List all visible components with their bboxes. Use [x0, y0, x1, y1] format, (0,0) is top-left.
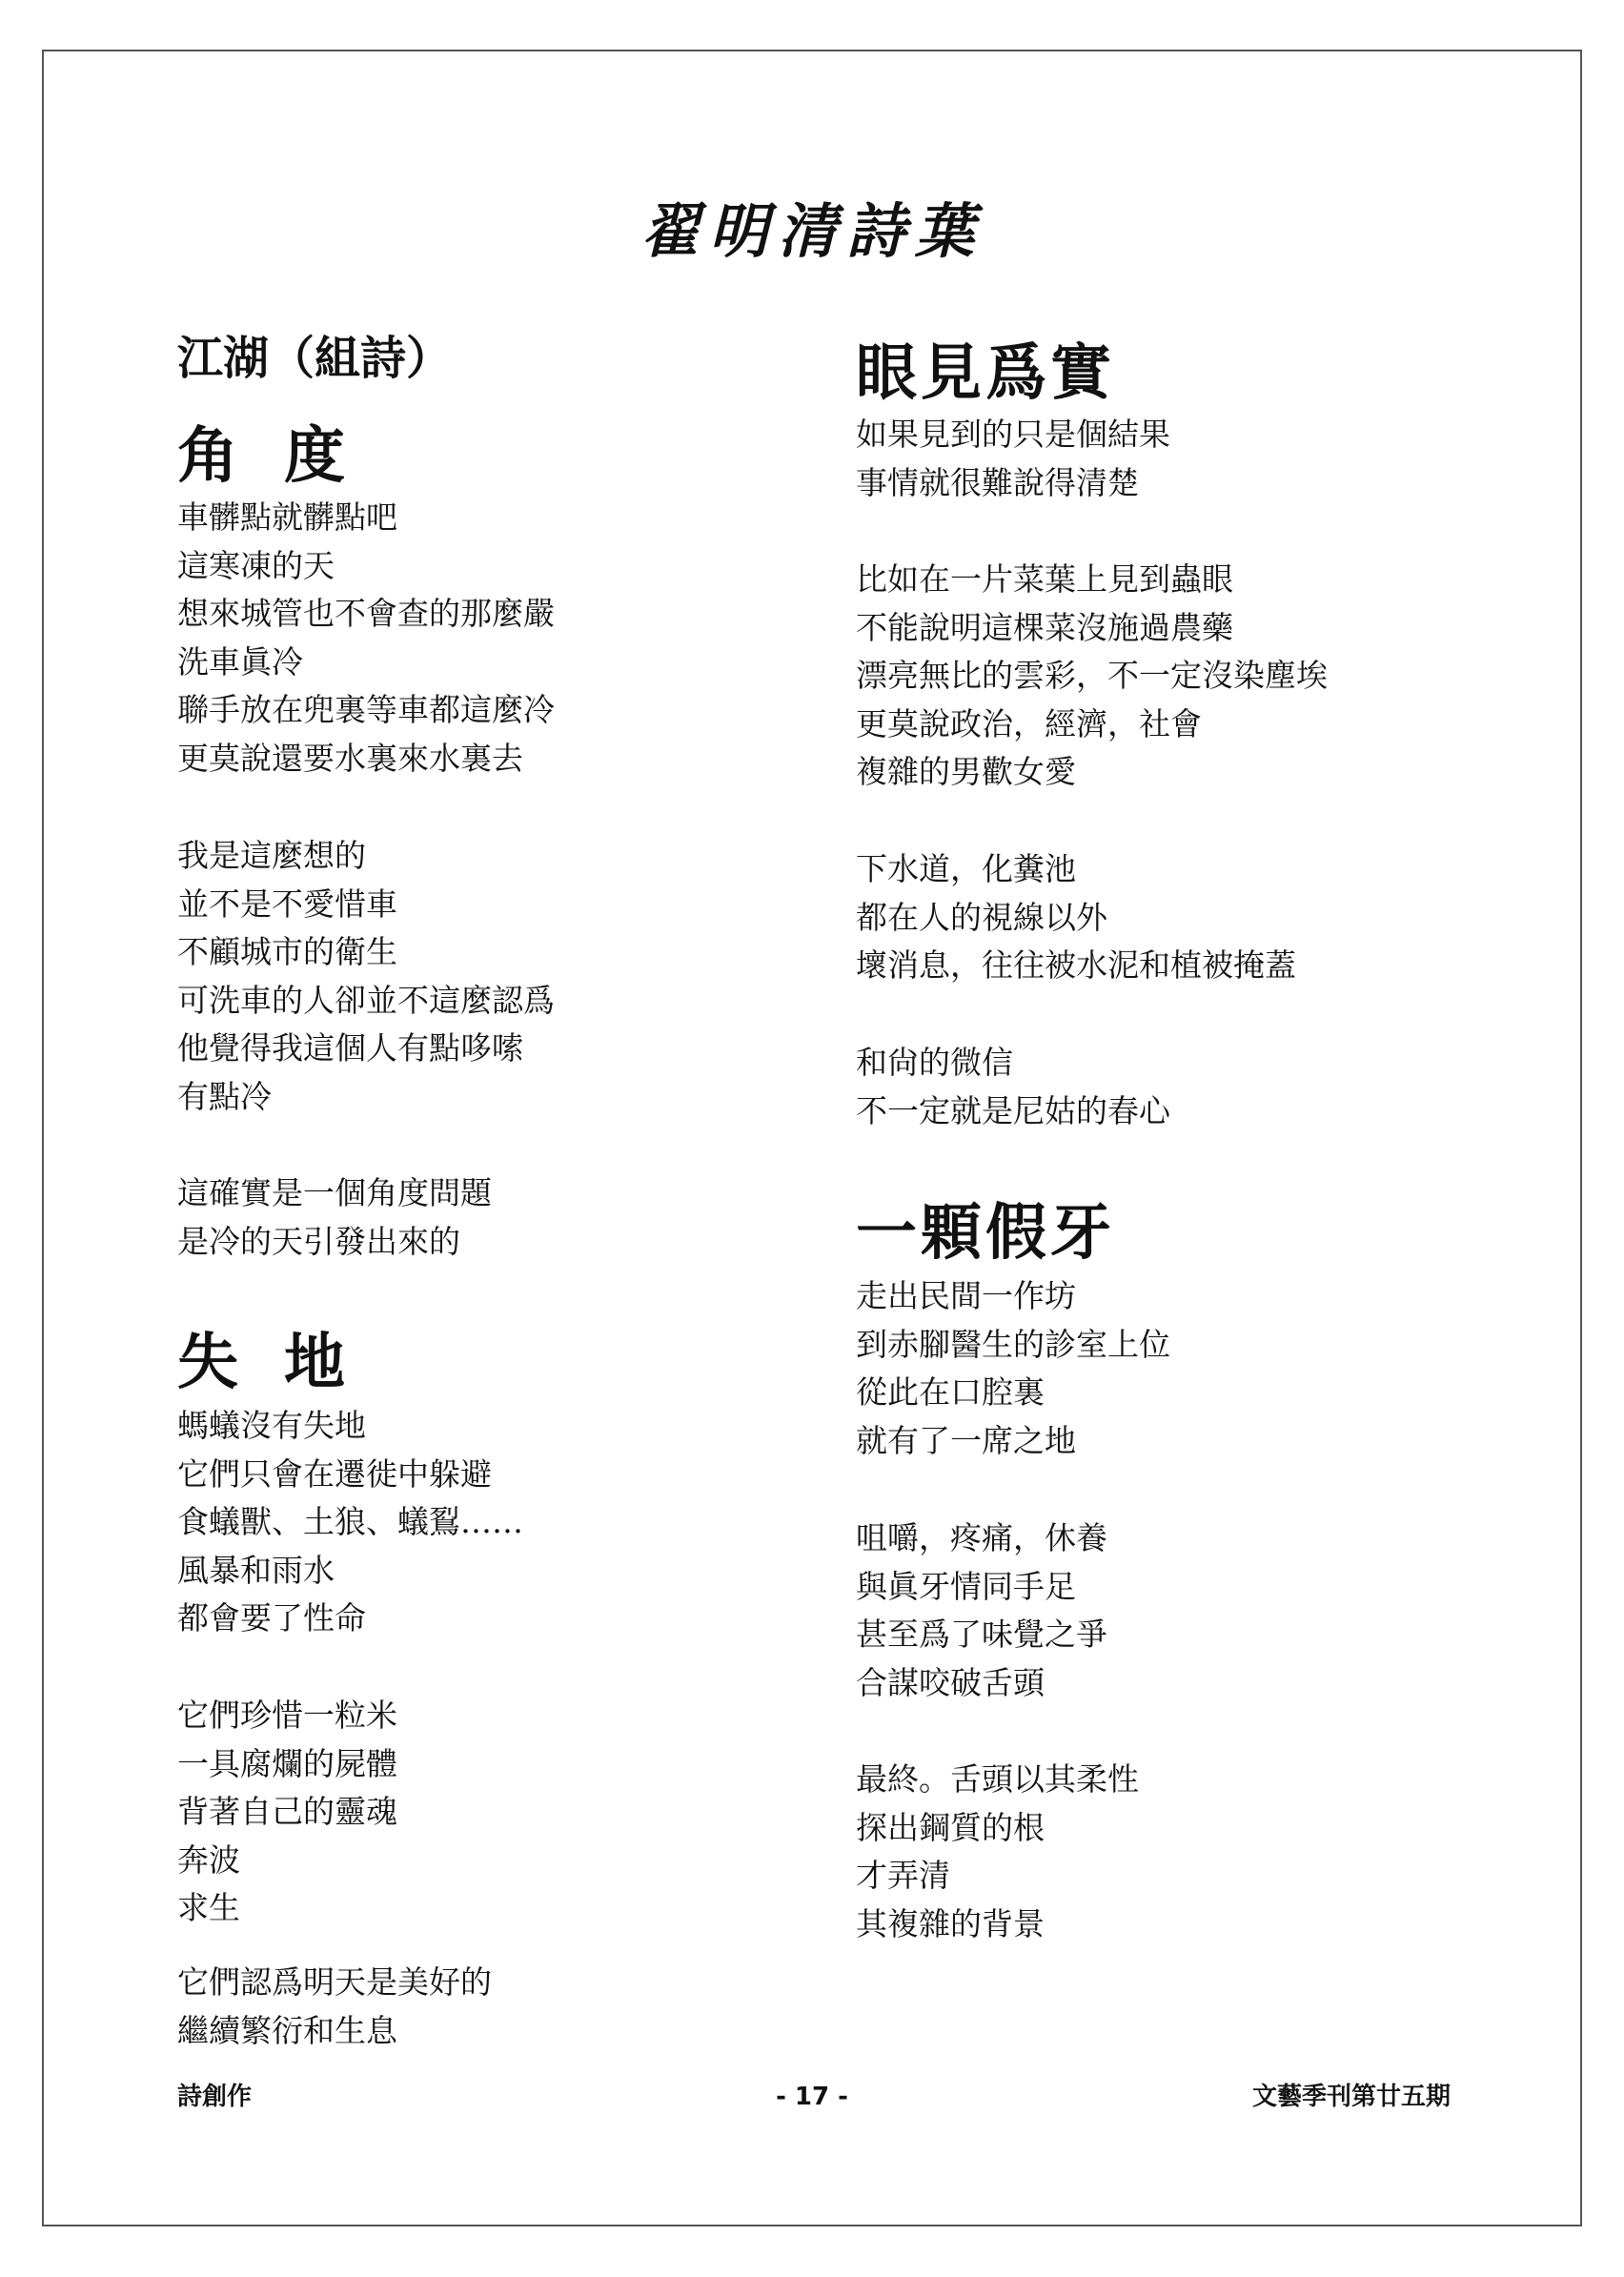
poem-line: 可洗車的人卻並不這麼認爲	[177, 981, 555, 1019]
poem-line: 才弄清	[856, 1857, 950, 1894]
poem-line: 車髒點就髒點吧	[177, 498, 397, 536]
poem-title-yikejiaya: 一顆假牙	[856, 1197, 1115, 1269]
poem-stanza	[177, 1402, 523, 1643]
poem-stanza	[177, 832, 555, 1121]
poem-line: 甚至爲了味覺之爭	[856, 1616, 1107, 1653]
poem-line: 這寒凍的天	[177, 546, 335, 584]
poem-line: 奔波	[177, 1840, 240, 1879]
poem-line: 它們只會在遷徙中躲避	[177, 1454, 492, 1493]
poem-line: 探出鋼質的根	[856, 1808, 1045, 1846]
poem-line: 複雜的男歡女愛	[856, 753, 1076, 790]
poem-stanza	[856, 1272, 1170, 1465]
poem-line: 咀嚼，疼痛，休養	[856, 1519, 1107, 1556]
poem-line: 更莫說還要水裏來水裏去	[177, 739, 523, 777]
poem-stanza	[856, 1039, 1170, 1135]
poem-line: 它們認爲明天是美好的	[177, 1963, 492, 2001]
poem-line: 它們珍惜一粒米	[177, 1697, 397, 1734]
poem-title-jiaodu: 角度	[177, 420, 391, 492]
poem-stanza	[177, 1959, 492, 2055]
poem-line: 不一定就是尼姑的春心	[856, 1091, 1170, 1129]
poem-line: 有點冷	[177, 1077, 272, 1115]
poem-line: 到赤腳醫生的診室上位	[856, 1325, 1170, 1363]
poem-stanza	[856, 1756, 1139, 1948]
series-title: 江湖（組詩）	[177, 332, 453, 385]
poem-line: 想來城管也不會查的那麼嚴	[177, 595, 555, 632]
poem-line: 繼續繁衍和生息	[177, 2011, 397, 2049]
poem-line: 食蟻獸、土狼、蟻鴷……	[177, 1503, 523, 1540]
poem-line: 我是這麼想的	[177, 837, 366, 874]
poem-line: 並不是不愛惜車	[177, 884, 397, 923]
poem-line: 風暴和雨水	[177, 1551, 335, 1589]
poem-line: 背著自己的靈魂	[177, 1793, 397, 1830]
poem-line: 走出民間一作坊	[856, 1277, 1076, 1314]
page-title: 翟明清詩葉	[639, 196, 984, 266]
poem-line: 如果見到的只是個結果	[856, 416, 1170, 453]
poem-line: 是冷的天引發出來的	[177, 1222, 460, 1260]
poem-line: 更莫說政治，經濟，社會	[856, 704, 1202, 742]
poem-stanza	[856, 411, 1170, 507]
poem-stanza	[177, 494, 555, 783]
poem-line: 和尙的微信	[856, 1044, 1013, 1081]
poem-line: 都會要了性命	[177, 1599, 366, 1637]
poem-line: 求生	[177, 1889, 240, 1926]
poem-line: 下水道，化糞池	[856, 850, 1076, 887]
poem-line: 他覺得我這個人有點哆嗦	[177, 1029, 523, 1067]
poem-line: 其複雜的背景	[856, 1904, 1045, 1942]
poem-stanza	[177, 1169, 492, 1266]
footer-publication: 文藝季刊第廿五期	[1251, 2083, 1451, 2111]
poem-line: 一具腐爛的屍體	[177, 1744, 397, 1782]
poem-line: 都在人的視線以外	[856, 898, 1107, 936]
poem-line: 不顧城市的衛生	[177, 933, 397, 970]
footer-page-number: - 17 -	[776, 2083, 848, 2111]
poem-line: 洗車眞冷	[177, 642, 303, 681]
poem-line: 從此在口腔裏	[856, 1373, 1045, 1411]
poem-stanza	[177, 1692, 397, 1933]
poem-line: 比如在一片菜葉上見到蟲眼	[856, 560, 1233, 598]
poem-line: 螞蟻沒有失地	[177, 1407, 366, 1444]
poem-stanza	[856, 556, 1328, 797]
poem-stanza	[856, 845, 1296, 990]
poem-stanza	[856, 1515, 1107, 1707]
poem-line: 最終。舌頭以其柔性	[856, 1760, 1139, 1798]
poem-line: 不能說明這棵菜沒施過農藥	[856, 608, 1233, 646]
poem-line: 就有了一席之地	[856, 1421, 1076, 1459]
poem-title-shidi: 失地	[177, 1327, 391, 1398]
poem-line: 與眞牙情同手足	[856, 1567, 1076, 1605]
poem-line: 聯手放在兜裏等車都這麼冷	[177, 691, 555, 728]
poem-line: 壞消息，往往被水泥和植被掩蓋	[856, 946, 1296, 984]
poem-line: 這確實是一個角度問題	[177, 1174, 492, 1211]
poem-line: 事情就很難說得清楚	[856, 463, 1139, 501]
poem-line: 漂亮無比的雲彩，不一定沒染塵埃	[856, 657, 1328, 694]
poem-title-yanjianweishi: 眼見爲實	[856, 337, 1115, 409]
footer-section-label: 詩創作	[177, 2083, 253, 2111]
poem-line: 合謀咬破舌頭	[856, 1663, 1045, 1701]
